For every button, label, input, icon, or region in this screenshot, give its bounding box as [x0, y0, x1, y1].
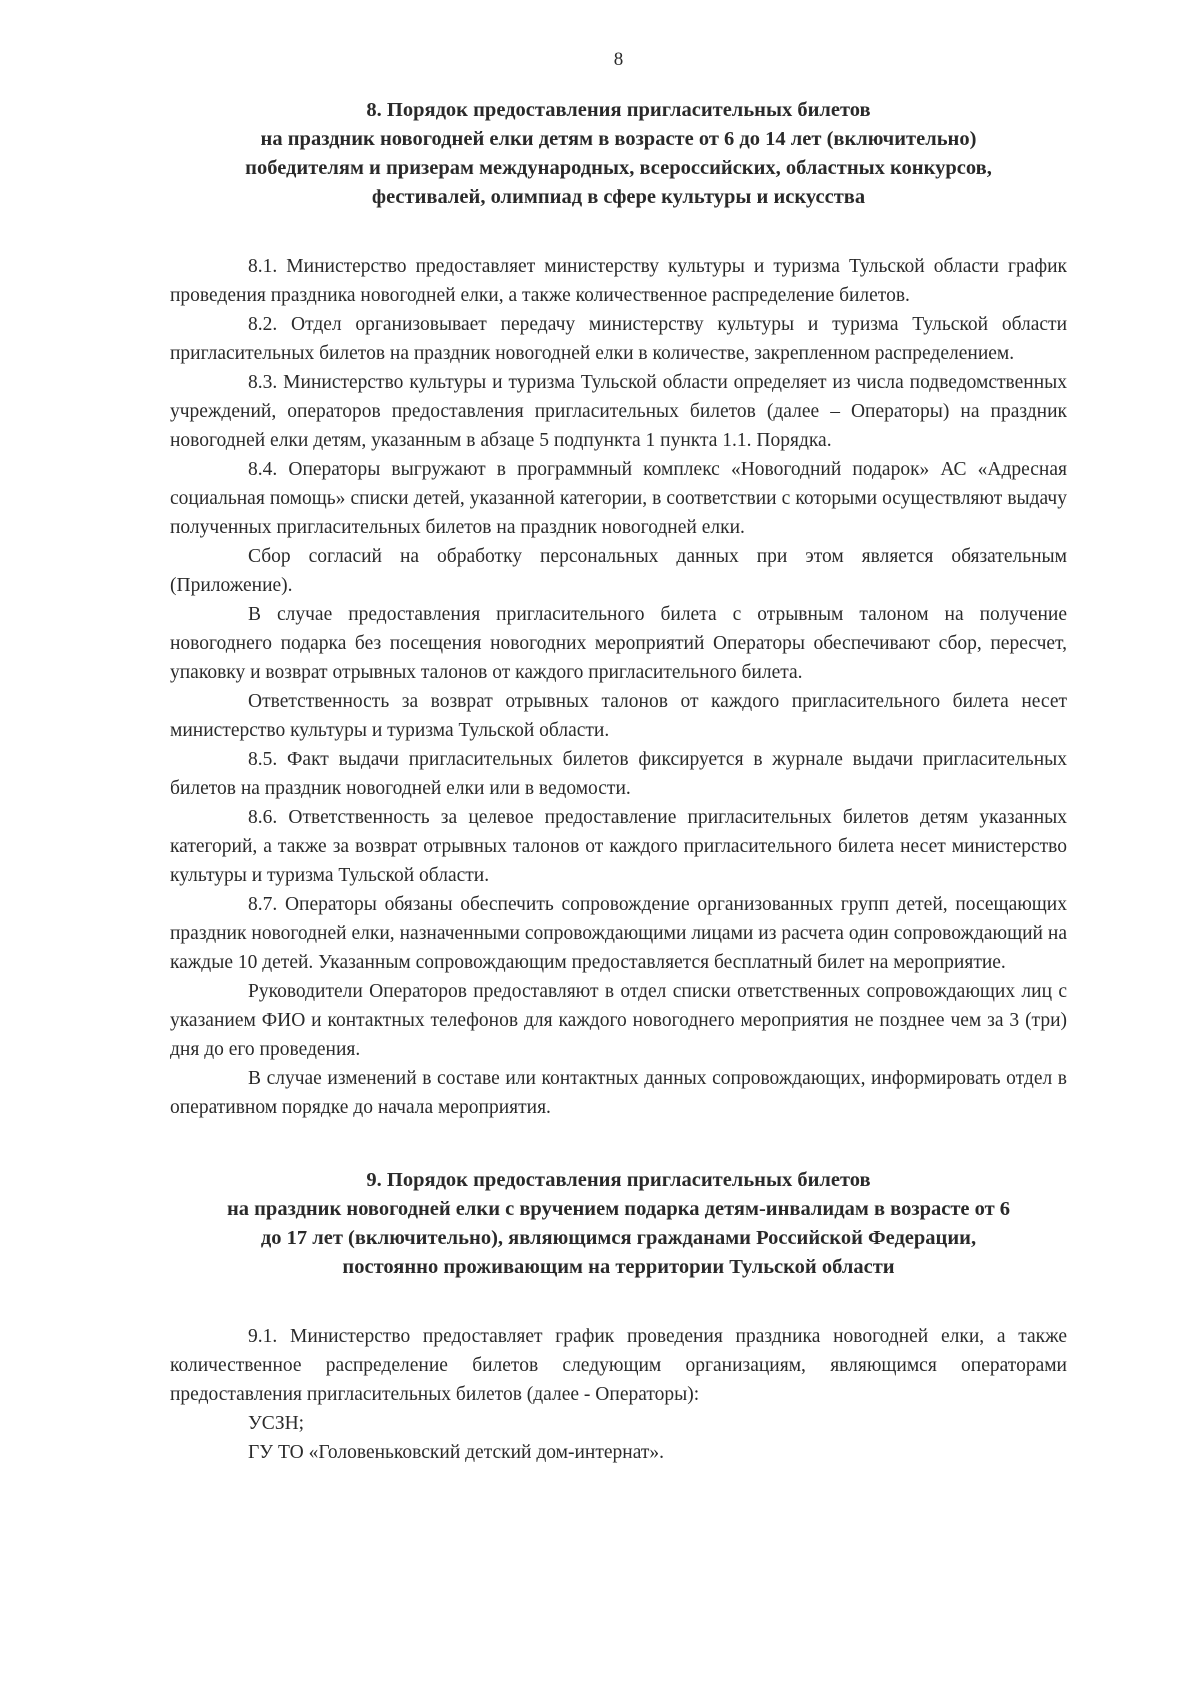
section-8-title-line: победителям и призерам международных, всероссийских, областных конкурсов, — [245, 157, 992, 179]
paragraph-heads: Руководители Операторов предоставляют в отдел списки ответственных сопровождающих лиц с указанием ФИО и контактных телефонов для каждого новогоднего мероприятия не позднее чем за 3 (три) дня до его проведения. — [170, 981, 1067, 1060]
section-9-title-line: на праздник новогодней елки с вручением подарка детям-инвалидам в возрасте от 6 — [226, 1198, 1011, 1220]
paragraph-responsibility: Ответственность за возврат отрывных талонов от каждого пригласительного билета несет министерство культуры и туризма Тульской области. — [170, 691, 1067, 741]
paragraph-8-1: 8.1. Министерство предоставляет министерству культуры и туризма Тульской области график проведения праздника новогодней елки, а также количественное распределение билетов. — [170, 256, 1067, 306]
paragraph-8-7: 8.7. Операторы обязаны обеспечить сопровождение организованных групп детей, посещающих праздник новогодней елки, назначенными сопровождающими лицами из расчета один сопровождающий на каждые 10 детей. Указанным сопровождающим предоставляется бесплатный билет на мероприятие. — [170, 894, 1067, 973]
section-8-title-line: на праздник новогодней елки детям в возрасте от 6 до 14 лет (включительно) — [260, 128, 977, 150]
section-9-body — [170, 1322, 1067, 1467]
section-8-title-line: фестивалей, олимпиад в сфере культуры и искусства — [371, 186, 866, 208]
paragraph-8-4: 8.4. Операторы выгружают в программный комплекс «Новогодний подарок» АС «Адресная социальная помощь» списки детей, указанной категории, в соответствии с которыми осуществляют выдачу полученных пригласительных билетов на праздник новогодней елки. — [170, 459, 1067, 538]
list-item-uszn: УСЗН; — [248, 1413, 305, 1434]
paragraph-8-6: 8.6. Ответственность за целевое предоставление пригласительных билетов детям указанных категорий, а также за возврат отрывных талонов от каждого пригласительного билета несет министерство культуры и туризма Тульской области. — [170, 807, 1067, 886]
paragraph-8-3: 8.3. Министерство культуры и туризма Тульской области определяет из числа подведомственных учреждений, операторов предоставления пригласительных билетов (далее – Операторы) на праздник новогодней елки детям, указанным в абзаце 5 подпункта 1 пункта 1.1. Порядка. — [170, 372, 1067, 451]
section-9-title-line: постоянно проживающим на территории Тульской области — [342, 1256, 895, 1278]
page-number: 8 — [613, 49, 624, 70]
paragraph-8-5: 8.5. Факт выдачи пригласительных билетов фиксируется в журнале выдачи пригласительных билетов на праздник новогодней елки или в ведомости. — [170, 749, 1067, 799]
section-8-title-line: 8. Порядок предоставления пригласительных билетов — [366, 99, 871, 121]
section-8-title — [170, 96, 1067, 212]
section-9-title-line: до 17 лет (включительно), являющимся гражданами Российской Федерации, — [260, 1227, 977, 1249]
section-9-title-line: 9. Порядок предоставления пригласительных билетов — [366, 1169, 871, 1191]
list-item-internat: ГУ ТО «Головеньковский детский дом-интернат». — [248, 1442, 665, 1463]
section-9-title — [170, 1166, 1067, 1282]
section-8-body — [170, 252, 1067, 1122]
paragraph-consent: Сбор согласий на обработку персональных данных при этом является обязательным (Приложение). — [170, 546, 1067, 596]
paragraph-9-1: 9.1. Министерство предоставляет график проведения праздника новогодней елки, а также количественное распределение билетов следующим организациям, являющимся операторами предоставления пригласительных билетов (далее - Операторы): — [170, 1326, 1067, 1405]
paragraph-coupon: В случае предоставления пригласительного билета с отрывным талоном на получение новогоднего подарка без посещения новогодних мероприятий Операторы обеспечивают сбор, пересчет, упаковку и возврат отрывных талонов от каждого пригласительного билета. — [170, 604, 1067, 683]
paragraph-8-2: 8.2. Отдел организовывает передачу министерству культуры и туризма Тульской области пригласительных билетов на праздник новогодней елки в количестве, закрепленном распределением. — [170, 314, 1067, 364]
paragraph-changes: В случае изменений в составе или контактных данных сопровождающих, информировать отдел в оперативном порядке до начала мероприятия. — [170, 1068, 1067, 1118]
